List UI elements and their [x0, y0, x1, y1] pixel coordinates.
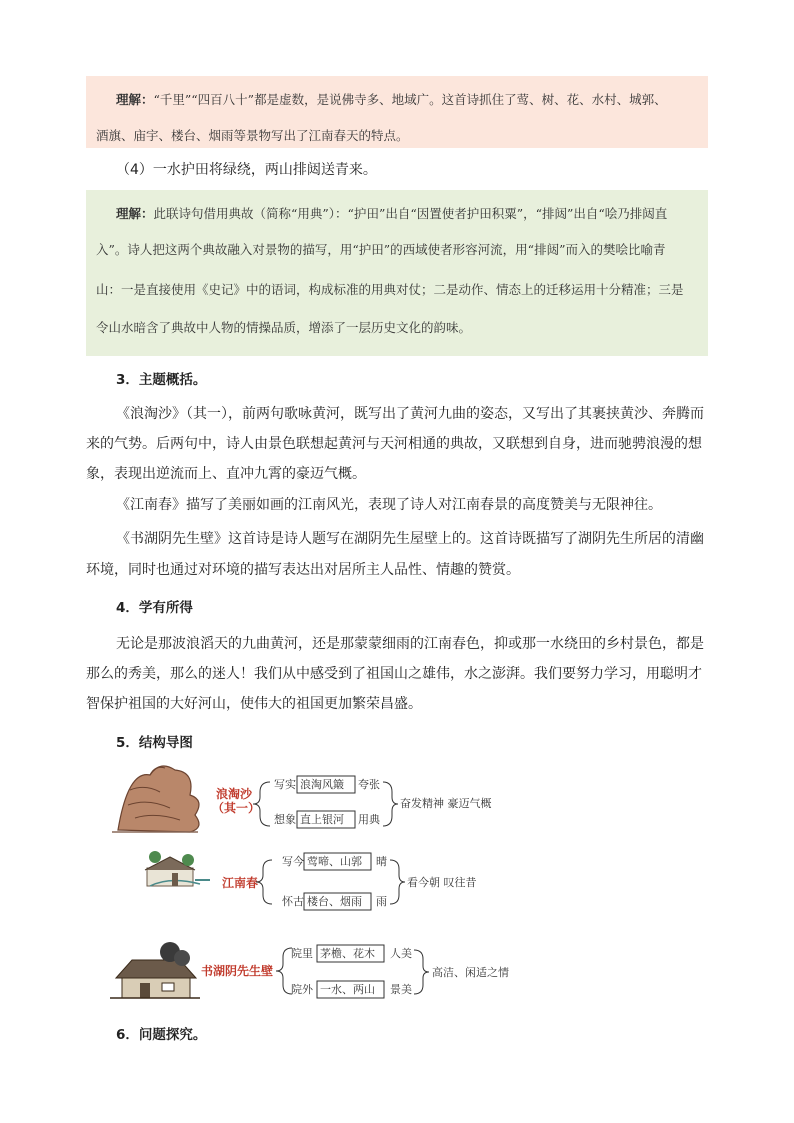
poem-1-bottom-box: 直上银河	[300, 813, 344, 826]
section-4-line-1: 无论是那波浪滔天的九曲黄河，还是那蒙蒙细雨的江南春色，抑或那一水绕田的乡村景色，都是	[116, 636, 704, 652]
section-3-para-1-line-2: 来的气势。后两句中，诗人由景色联想起黄河与天河相通的典故，又联想到自身，进而驰骋浪漫的想	[86, 436, 702, 452]
jiangnan-village-illustration	[145, 851, 210, 886]
poem-2-top-suffix: 晴	[376, 855, 387, 868]
poem-3-result: 高洁、闲适之情	[432, 966, 509, 979]
poem-2-result: 看今朝 叹往昔	[407, 876, 477, 889]
poem-1-title-line-2: （其一）	[212, 801, 261, 815]
poem-3-top-prefix: 院里	[291, 947, 313, 960]
understanding-2-line-4: 令山水暗含了典故中人物的情操品质，增添了一层历史文化的韵味。	[96, 320, 472, 335]
section-4-heading: 4．学有所得	[116, 600, 193, 616]
understanding-1-line-1: 理解：“千里”“四百八十”都是虚数，是说佛寺多、地域广。这首诗抓住了莺、树、花、水村、城郭、	[116, 92, 667, 107]
understanding-label: 理解：	[116, 92, 154, 107]
poem-line-4: （4）一水护田将绿绕，两山排闼送青来。	[116, 162, 377, 178]
poem-3-bottom-suffix: 景美	[390, 983, 412, 996]
understanding-box-1	[86, 76, 708, 148]
yellow-river-waves-illustration	[112, 766, 199, 832]
poem-1-top-suffix: 夸张	[358, 778, 380, 791]
poem-2-title: 江南春	[222, 876, 259, 890]
section-3-para-1-line-1: 《浪淘沙》（其一），前两句歌咏黄河，既写出了黄河九曲的姿态，又写出了其裹挟黄沙、奔腾而	[116, 406, 704, 422]
poem-1-bottom-prefix: 想象	[274, 813, 296, 826]
poem-3-top-suffix: 人美	[390, 947, 412, 960]
poem-1-top-prefix: 写实	[274, 778, 296, 791]
poem-2-bottom-suffix: 雨	[376, 895, 387, 908]
section-5-heading: 5．结构导图	[116, 735, 193, 751]
poem-2-top-box: 莺啼、山郭	[307, 855, 362, 868]
poem-3-title: 书湖阴先生壁	[201, 964, 274, 978]
understanding-2-line-3: 山：一是直接使用《史记》中的语词，构成标准的用典对仗；二是动作、情态上的迁移运用十分精准；三是	[96, 282, 684, 297]
poem-2-bottom-prefix: 怀古	[282, 895, 304, 908]
section-6-heading: 6．问题探究。	[116, 1027, 207, 1043]
section-4-line-3: 智保护祖国的大好河山，使伟大的祖国更加繁荣昌盛。	[86, 696, 422, 712]
section-3-para-3-line-2: 环境，同时也通过对环境的描写表达出对居所主人品性、情趣的赞赏。	[86, 562, 520, 578]
section-3-heading: 3．主题概括。	[116, 372, 207, 388]
section-3-para-1-line-3: 象，表现出逆流而上、直冲九霄的豪迈气概。	[86, 466, 366, 482]
understanding-label: 理解：	[116, 206, 154, 221]
poem-1-result: 奋发精神 豪迈气概	[400, 797, 492, 810]
section-4-line-2: 那么的秀美，那么的迷人！我们从中感受到了祖国山之雄伟，水之澎湃。我们要努力学习，用聪明才	[86, 666, 702, 682]
poem-3-top-box: 茅檐、花木	[320, 947, 375, 960]
understanding-box-2	[86, 190, 708, 356]
thatched-cottage-illustration	[110, 942, 200, 998]
poem-1-bottom-suffix: 用典	[358, 813, 380, 826]
understanding-2-line-1: 理解：此联诗句借用典故（简称“用典”）：“护田”出自“因置使者护田积粟”，“排闼”出自“哙乃排闼直	[116, 206, 668, 221]
poem-1-top-box: 浪淘风簸	[300, 778, 344, 791]
section-3-para-2: 《江南春》描写了美丽如画的江南风光，表现了诗人对江南春景的高度赞美与无限神往。	[116, 497, 662, 513]
poem-2-top-prefix: 写今	[282, 855, 304, 868]
understanding-2-line-2: 入”。诗人把这两个典故融入对景物的描写，用“护田”的西域使者形容河流，用“排闼”而入的樊哙比喻青	[96, 242, 666, 257]
poem-3-bottom-prefix: 院外	[291, 983, 313, 996]
poem-3-bottom-box: 一水、两山	[320, 983, 375, 996]
poem-1-title-line-1: 浪淘沙	[216, 787, 253, 801]
understanding-1-line-2: 酒旗、庙宇、楼台、烟雨等景物写出了江南春天的特点。	[96, 128, 409, 143]
section-3-para-3-line-1: 《书湖阴先生壁》这首诗是诗人题写在湖阴先生屋壁上的。这首诗既描写了湖阴先生所居的清幽	[116, 531, 704, 547]
poem-2-bottom-box: 楼台、烟雨	[307, 895, 362, 908]
